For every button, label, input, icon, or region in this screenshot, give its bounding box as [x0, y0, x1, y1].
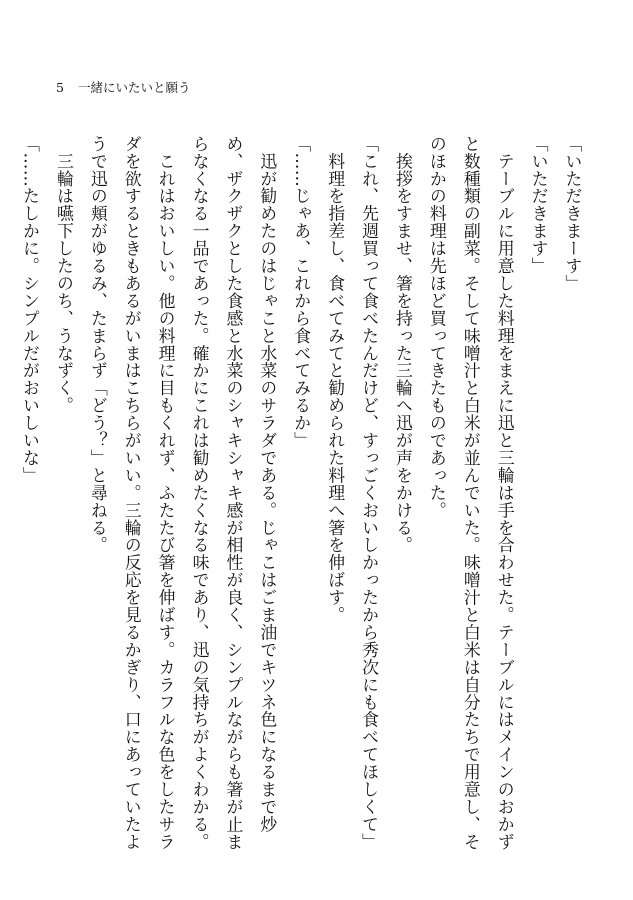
paragraph: 「……じゃあ、これから食べてみるか」 [291, 135, 312, 450]
paragraph: 挨拶をすませ、箸を持った三輪へ迅が声をかける。 [393, 135, 414, 554]
paragraph: これはおいしい。他の料理に目もくれず、ふたたび箸を伸ばす。カラフルな色をしたサラダを欲するときもあるがいまはこちらがいい。三輪の反応を見るかぎり、口にあっていたようで迅の頬がゆるみ、たまらず「どう？」と尋ねる。 [88, 135, 177, 851]
running-head [56, 80, 191, 96]
body-text [13, 135, 589, 865]
paragraph: 料理を指差し、食べてみてと勧められた料理へ箸を伸ばす。 [325, 135, 346, 624]
chapter-title: 一緒にいたいと願う [78, 80, 191, 95]
paragraph: 「これ、先週買って食べたんだけど、すっごくおいしかったから秀次にも食べてほしくて」 [359, 135, 380, 851]
page-number: 5 [56, 80, 64, 95]
paragraph: 迅が勧めたのはじゃこと水菜のサラダである。じゃこはごま油でキツネ色になるまで炒め、ザクザクとした食感と水菜のシャキシャキ感が相性が良く、シンプルながらも箸が止まらなくなる一品であった。確かにこれは勧めたくなる味であり、迅の気持ちがよくわかる。 [190, 135, 278, 851]
paragraph: 「いただきます」 [529, 135, 550, 275]
paragraph: 三輪は嚥下したのち、うなずく。 [54, 135, 75, 415]
paragraph: 「……たしかに。シンプルだがおいしいな」 [20, 135, 41, 484]
paragraph: 「いただきまーす」 [563, 135, 583, 293]
paragraph: テーブルに用意した料理をまえに迅と三輪は手を合わせた。テーブルにはメインのおかずと数種類の副菜。そして味噌汁と白米が並んでいた。味噌汁と白米は自分たちで用意し、そのほかの料理は先ほど買ってきたものであった。 [427, 135, 516, 851]
